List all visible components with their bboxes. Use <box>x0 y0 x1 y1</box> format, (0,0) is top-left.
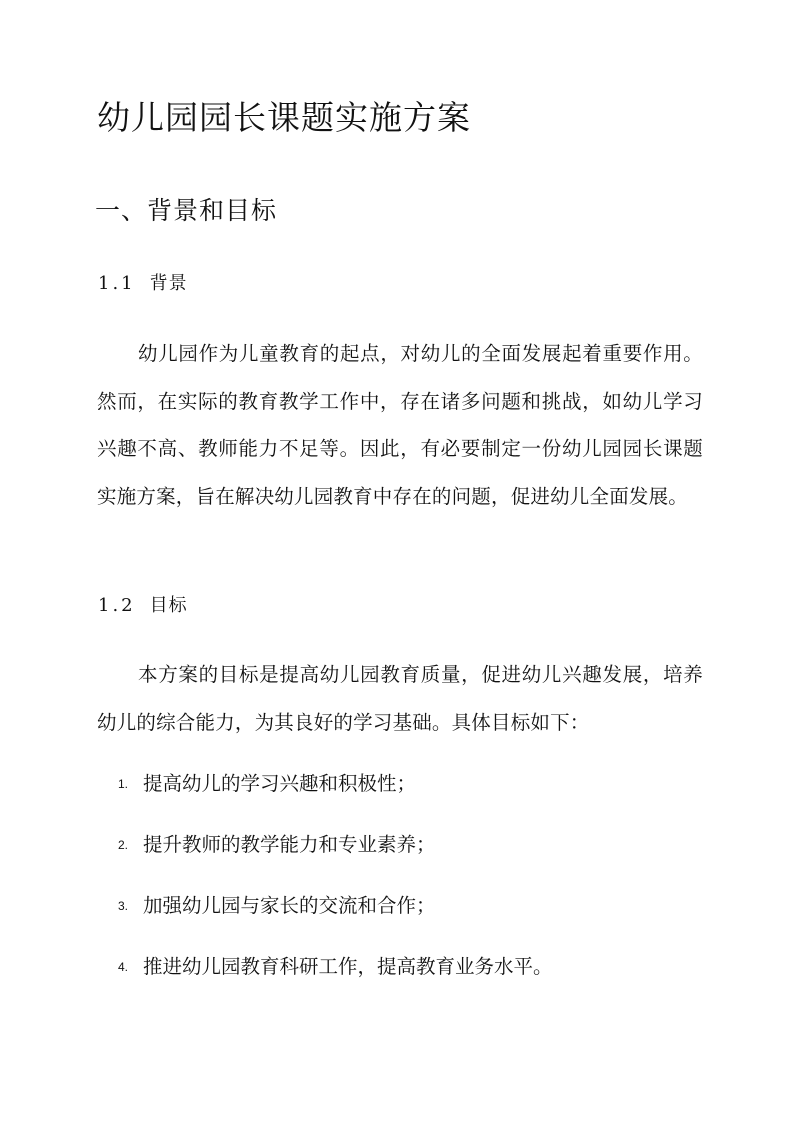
list-marker: 4. <box>118 960 129 974</box>
list-marker: 1. <box>118 777 129 791</box>
list-item-text: 推进幼儿园教育科研工作，提高教育业务水平。 <box>143 955 553 978</box>
list-item <box>118 953 553 981</box>
list-item-text: 提升教师的教学能力和专业素养； <box>143 833 436 856</box>
section-heading-background-goals: 一、背景和目标 <box>95 196 278 225</box>
subsection-number: 1.1 <box>98 273 136 294</box>
list-item <box>118 831 436 859</box>
subsection-title: 背景 <box>149 273 188 294</box>
list-item <box>118 770 416 798</box>
goals-paragraph: 本方案的目标是提高幼儿园教育质量，促进幼儿兴趣发展，培养幼儿的综合能力，为其良好的学习基础。具体目标如下： <box>97 663 703 734</box>
document-title: 幼儿园园长课题实施方案 <box>97 98 471 137</box>
background-paragraph: 幼儿园作为儿童教育的起点，对幼儿的全面发展起着重要作用。然而，在实际的教育教学工作中，存在诸多问题和挑战，如幼儿学习兴趣不高、教师能力不足等。因此，有必要制定一份幼儿园园长课题实施方案，旨在解决幼儿园教育中存在的问题，促进幼儿全面发展。 <box>97 342 703 508</box>
subsection-title: 目标 <box>149 595 188 616</box>
list-item <box>118 892 436 920</box>
list-marker: 3. <box>118 899 129 913</box>
subsection-heading-background <box>98 271 188 297</box>
subsection-heading-goals <box>98 593 188 619</box>
subsection-number: 1.2 <box>98 595 136 616</box>
list-marker: 2. <box>118 838 129 852</box>
list-item-text: 提高幼儿的学习兴趣和积极性； <box>143 772 417 795</box>
list-item-text: 加强幼儿园与家长的交流和合作； <box>143 894 436 917</box>
